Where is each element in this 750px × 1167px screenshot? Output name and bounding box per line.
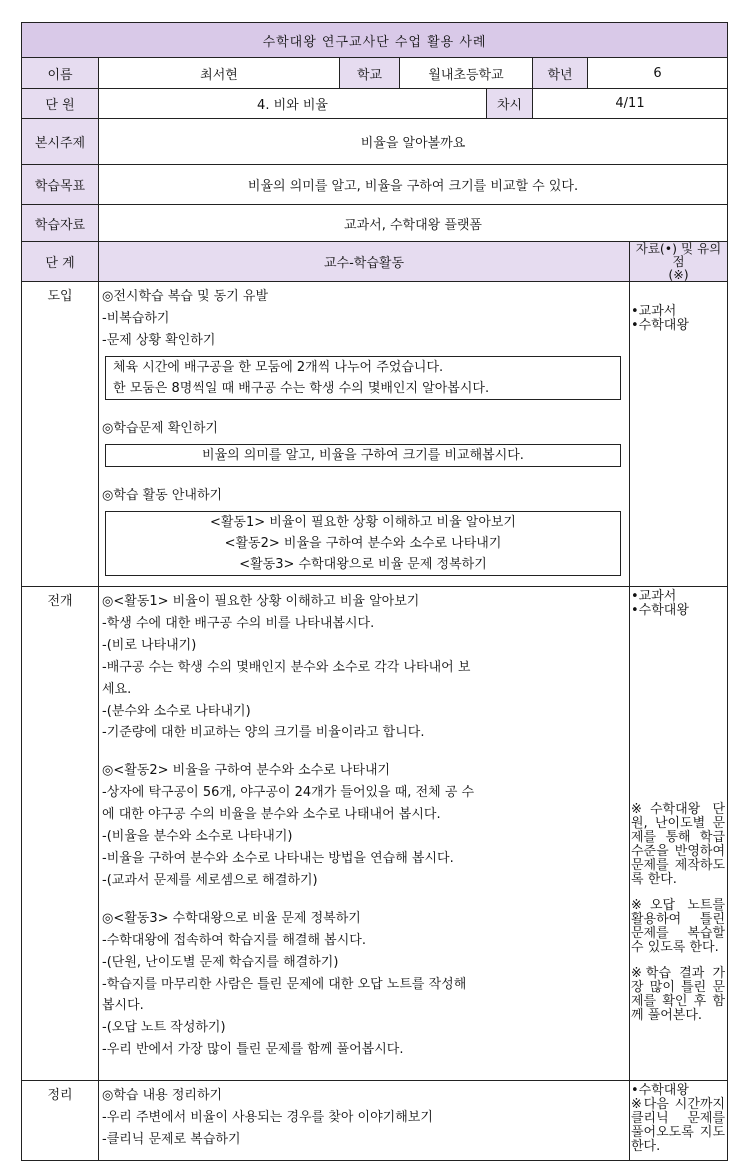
- dev-line: -(단원, 난이도별 문제 학습지를 해결하기): [102, 954, 339, 970]
- name-label: 이름: [22, 58, 99, 89]
- dev-line: -(비율을 분수와 소수로 나타내기): [102, 829, 293, 845]
- dev-line: -우리 반에서 가장 많이 틀린 문제를 함께 풀어봅시다.: [102, 1042, 404, 1058]
- notes-header-line2: (※): [668, 267, 689, 282]
- document-title: 수학대왕 연구교사단 수업 활용 사례: [22, 23, 728, 58]
- box-line: <활동2> 비율을 구하여 분수와 소수로 나타내기: [224, 535, 502, 551]
- dev-line: -배구공 수는 학생 수의 몇배인지 분수와 소수로 각각 나타내어 보: [102, 659, 471, 675]
- unit-value: 4. 비와 비율: [99, 89, 487, 119]
- dev-line: ◎<활동2> 비율을 구하여 분수와 소수로 나타내기: [102, 763, 391, 779]
- learning-problem-box: [105, 444, 621, 467]
- dev-line: -(분수와 소수로 나타내기): [102, 703, 251, 719]
- school-value: 월내초등학교: [400, 58, 533, 89]
- intro-activities: [99, 282, 630, 587]
- wrap-step: 정리: [22, 1081, 99, 1161]
- box-line: 비율의 의미를 알고, 비율을 구하여 크기를 비교해봅시다.: [202, 447, 524, 463]
- material-item: •수학대왕: [631, 1083, 689, 1098]
- dev-line: -학습지를 마무리한 사람은 틀린 문제에 대한 오답 노트를 작성해: [102, 976, 467, 992]
- intro-notes: [630, 282, 728, 587]
- dev-line: -(비로 나타내기): [102, 637, 197, 653]
- dev-line: -기준량에 대한 비교하는 양의 크기를 비율이라고 합니다.: [102, 725, 425, 741]
- caution-note: ※오답 노트를 활용하여 틀린 문제를 복습할 수 있도록 한다.: [631, 898, 726, 955]
- grade-value: 6: [588, 58, 728, 89]
- intro-line: -비복습하기: [102, 310, 170, 326]
- period-value: 4/11: [533, 89, 728, 119]
- intro-line: ◎학습문제 확인하기: [102, 420, 218, 436]
- notes-header: [630, 242, 728, 282]
- wrap-activities: [99, 1081, 630, 1161]
- topic-label: 본시주제: [22, 119, 99, 165]
- caution-note: ※다음 시간까지 클리닉 문제를 풀어오도록 지도한다.: [631, 1097, 726, 1154]
- materials-label: 학습자료: [22, 205, 99, 242]
- wrap-line: -클리닉 문제로 복습하기: [102, 1131, 241, 1147]
- dev-step: 전개: [22, 587, 99, 1081]
- intro-line: ◎학습 활동 안내하기: [102, 487, 223, 503]
- dev-notes: [630, 587, 728, 1081]
- dev-line: 세요.: [102, 681, 132, 697]
- box-line: 체육 시간에 배구공을 한 모둠에 2개씩 나누어 주었습니다.: [113, 359, 444, 375]
- dev-line: -(교과서 문제를 세로셈으로 해결하기): [102, 872, 318, 888]
- dev-line: ◎<활동1> 비율이 필요한 상황 이해하고 비율 알아보기: [102, 594, 420, 609]
- activity-header: 교수-학습활동: [99, 242, 630, 282]
- box-line: <활동1> 비율이 필요한 상황 이해하고 비율 알아보기: [209, 514, 516, 530]
- caution-note: ※학습 결과 가장 많이 틀린 문제를 확인 후 함께 풀어본다.: [631, 966, 726, 1023]
- name-value: 최서현: [99, 58, 340, 89]
- activity-guide-box: [105, 511, 621, 576]
- topic-value: 비율을 알아볼까요: [99, 119, 728, 165]
- dev-line: -학생 수에 대한 배구공 수의 비를 나타내봅시다.: [102, 615, 375, 631]
- material-item: •수학대왕: [631, 603, 689, 618]
- caution-note: ※수학대왕 단원, 난이도별 문제를 통해 학급 수준을 반영하여 문제를 제작하도록 한다.: [631, 802, 726, 887]
- goal-value: 비율의 의미를 알고, 비율을 구하여 크기를 비교할 수 있다.: [99, 165, 728, 205]
- intro-line: -문제 상황 확인하기: [102, 332, 216, 348]
- dev-line: -상자에 탁구공이 56개, 야구공이 24개가 들어있을 때, 전체 공 수: [102, 785, 475, 801]
- wrap-notes: [630, 1081, 728, 1161]
- materials-value: 교과서, 수학대왕 플랫폼: [99, 205, 728, 242]
- box-line: 한 모둠은 8명씩일 때 배구공 수는 학생 수의 몇배인지 알아봅시다.: [113, 380, 490, 396]
- dev-line: 봅시다.: [102, 998, 144, 1014]
- dev-line: -(오답 노트 작성하기): [102, 1020, 226, 1036]
- material-item: •수학대왕: [631, 318, 689, 333]
- school-label: 학교: [340, 58, 400, 89]
- material-item: •교과서: [631, 304, 677, 319]
- period-label: 차시: [487, 89, 533, 119]
- material-item: •교과서: [631, 589, 677, 604]
- goal-label: 학습목표: [22, 165, 99, 205]
- step-header: 단 계: [22, 242, 99, 282]
- box-line: <활동3> 수학대왕으로 비율 문제 정복하기: [239, 556, 487, 572]
- wrap-line: ◎학습 내용 정리하기: [102, 1088, 223, 1103]
- intro-line: ◎전시학습 복습 및 동기 유발: [102, 289, 269, 304]
- dev-line: -수학대왕에 접속하여 학습지를 해결해 봅시다.: [102, 932, 366, 948]
- lesson-table: [21, 22, 728, 1161]
- unit-label: 단 원: [22, 89, 99, 119]
- dev-line: ◎<활동3> 수학대왕으로 비율 문제 정복하기: [102, 910, 361, 926]
- dev-line: 에 대한 야구공 수의 비율을 분수와 소수로 나태내어 봅시다.: [102, 807, 441, 823]
- dev-line: -비율을 구하여 분수와 소수로 나타내는 방법을 연습해 봅시다.: [102, 850, 454, 866]
- wrap-line: -우리 주변에서 비율이 사용되는 경우를 찾아 이야기해보기: [102, 1109, 433, 1125]
- grade-label: 학년: [533, 58, 588, 89]
- problem-situation-box: [105, 356, 621, 400]
- lesson-plan: [21, 22, 727, 1161]
- notes-header-line1: 자료(•) 및 유의점: [635, 241, 722, 269]
- intro-step: 도입: [22, 282, 99, 587]
- dev-activities: [99, 587, 630, 1081]
